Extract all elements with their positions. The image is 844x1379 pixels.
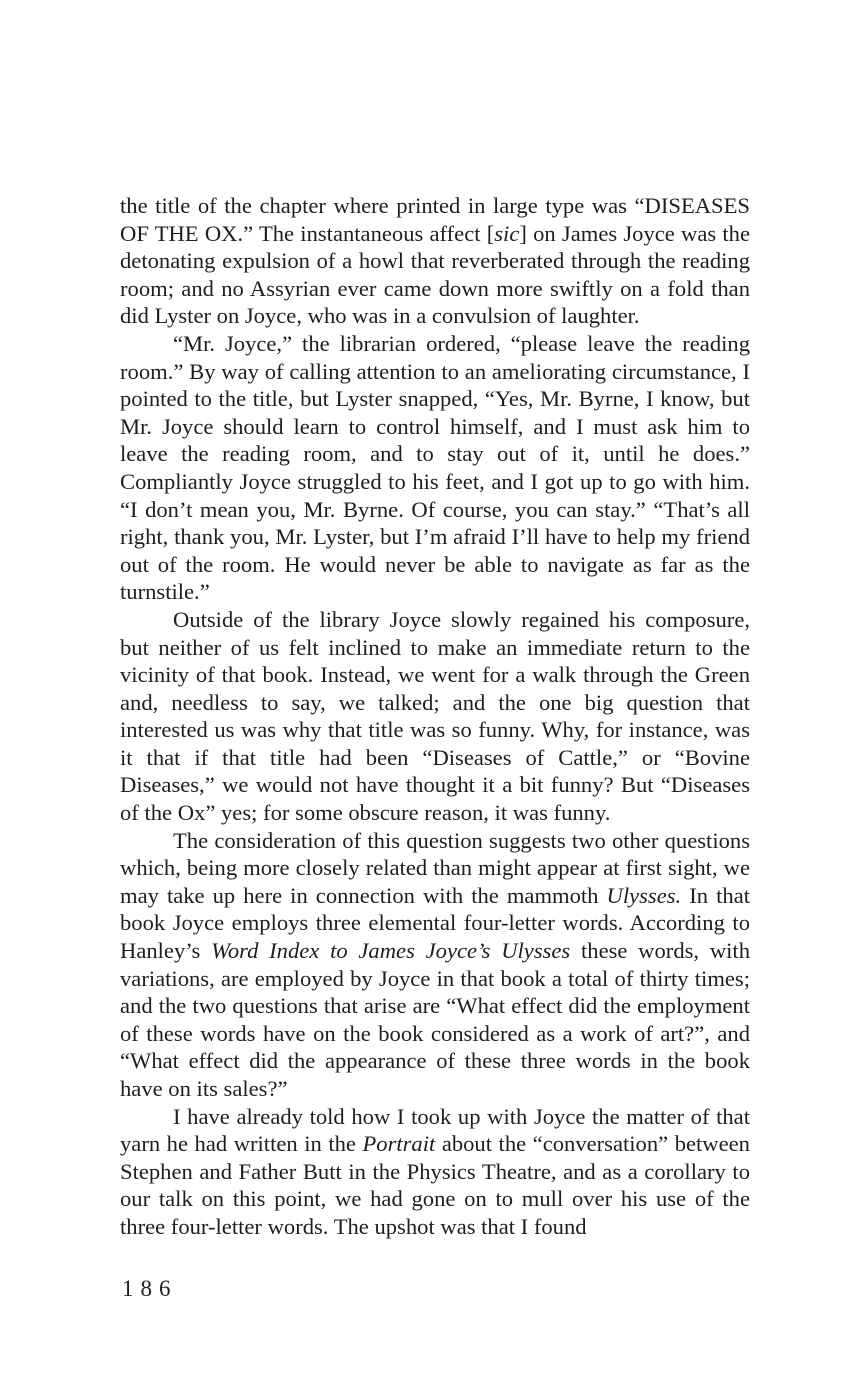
- paragraph-5: [120, 1103, 750, 1241]
- paragraph-1-text-1: the title of the chapter where printed in large type was “DISEASES OF THE OX.” The instantaneous affect [: [120, 193, 750, 246]
- paragraph-2: [120, 330, 750, 606]
- paragraph-4-text-3: these words, with variations, are employed by Joyce in that book a total of thirty times; and the two questions that arise are “What effect did the employment of these words have on the book considered as a work of art?”, and “What effect did the appearance of these three words in the book have on its sales?”: [120, 938, 750, 1101]
- paragraph-1: [120, 192, 750, 330]
- paragraph-5-text-1: I have already told how I took up with Joyce the matter of that yarn he had written in the: [120, 1103, 750, 1157]
- paragraph-2-text: “Mr. Joyce,” the librarian ordered, “please leave the reading room.” By way of calling attention to an ameliorating circumstance, I pointed to the title, but Lyster snapped, “Yes, Mr. Byrne, I know, but Mr. Joyce should learn to control himself, and I must ask him to leave the reading room, and to stay out of it, until he does.” Compliantly Joyce struggled to his feet, and I got up to go with him. “I don’t mean you, Mr. Byrne. Of course, you can stay.” “That’s all right, thank you, Mr. Lyster, but I’m afraid I’ll have to help my friend out of the room. He would never be able to navigate as far as the turnstile.”: [120, 330, 750, 605]
- page-number: 186: [122, 1276, 178, 1301]
- paragraph-1-italic-sic: sic: [494, 220, 520, 246]
- paragraph-4-italic-ulysses: Ulysses.: [606, 882, 682, 908]
- paragraph-3-text: Outside of the library Joyce slowly regained his composure, but neither of us felt inclined to make an immediate return to the vicinity of that book. Instead, we went for a walk through the Green and, needless to say, we talked; and the one big question that interested us was why that title was so funny. Why, for instance, was it that if that title had been “Diseases of Cattle,” or “Bovine Diseases,” we would not have thought it a bit funny? But “Diseases of the Ox” yes; for some obscure reason, it was funny.: [120, 606, 750, 826]
- paragraph-4: [120, 827, 750, 1103]
- paragraph-4-text-2: In that book Joyce employs three elemental four-letter words. According to Hanley’s: [120, 882, 750, 964]
- paragraph-3: [120, 606, 750, 827]
- page-body: [120, 192, 750, 1241]
- paragraph-5-text-2: about the “conversation” between Stephen and Father Butt in the Physics Theatre, and as a corollary to our talk on this point, we had gone on to mull over his use of the three four-letter words. The upshot was that I found: [120, 1131, 750, 1239]
- paragraph-4-italic-word-index: Word Index to James Joyce’s Ulysses: [211, 938, 571, 964]
- paragraph-1-text-2: ] on James Joyce was the detonating expulsion of a howl that reverberated through the reading room; and no Assyrian ever came down more swiftly on a fold than did Lyster on Joyce, who was in a convulsion of laughter.: [120, 220, 750, 329]
- paragraph-4-text-1: The consideration of this question suggests two other questions which, being more closely related than might appear at first sight, we may take up here in connection with the mammoth: [120, 827, 750, 908]
- paragraph-5-italic-portrait: Portrait: [362, 1131, 436, 1157]
